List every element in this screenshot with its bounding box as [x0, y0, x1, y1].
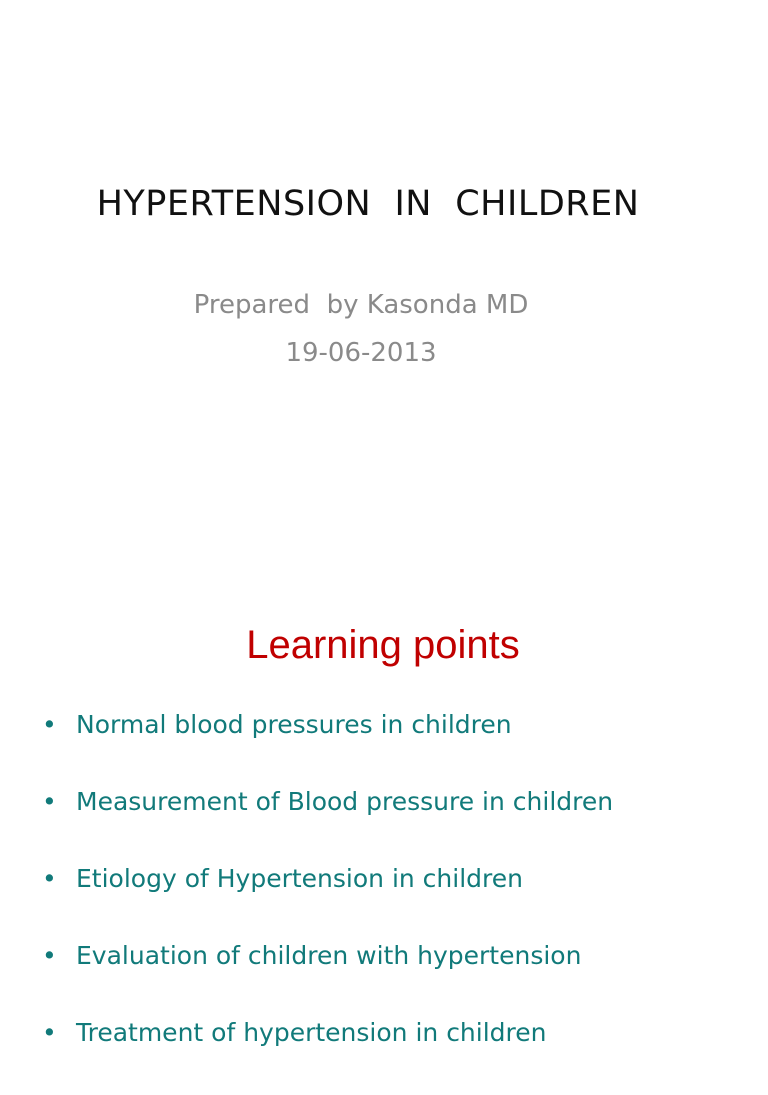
bullet-icon: • — [42, 941, 57, 970]
bullet-icon: • — [42, 787, 57, 816]
slide-learning-points — [0, 576, 768, 1047]
list-item — [42, 941, 613, 1018]
bullet-icon: • — [42, 710, 57, 739]
list-item — [42, 787, 613, 864]
list-item — [42, 1018, 613, 1095]
bullet-icon: • — [42, 1018, 57, 1047]
bullet-icon: • — [42, 864, 57, 893]
list-item-text: Normal blood pressures in children — [76, 710, 512, 739]
list-item-text: Treatment of hypertension in children — [76, 1018, 547, 1047]
list-item-text: Measurement of Blood pressure in children — [76, 787, 614, 816]
author-line: Prepared by Kasonda MD — [193, 290, 529, 320]
list-item — [42, 864, 613, 941]
learning-points-list — [42, 710, 613, 1095]
list-item — [42, 710, 613, 787]
learning-points-heading: Learning points — [246, 623, 520, 667]
list-item-text: Etiology of Hypertension in children — [76, 864, 523, 893]
list-item-text: Evaluation of children with hypertension — [76, 941, 582, 970]
date-line: 19-06-2013 — [285, 338, 437, 368]
presentation-title: HYPERTENSION IN CHILDREN — [96, 184, 640, 224]
